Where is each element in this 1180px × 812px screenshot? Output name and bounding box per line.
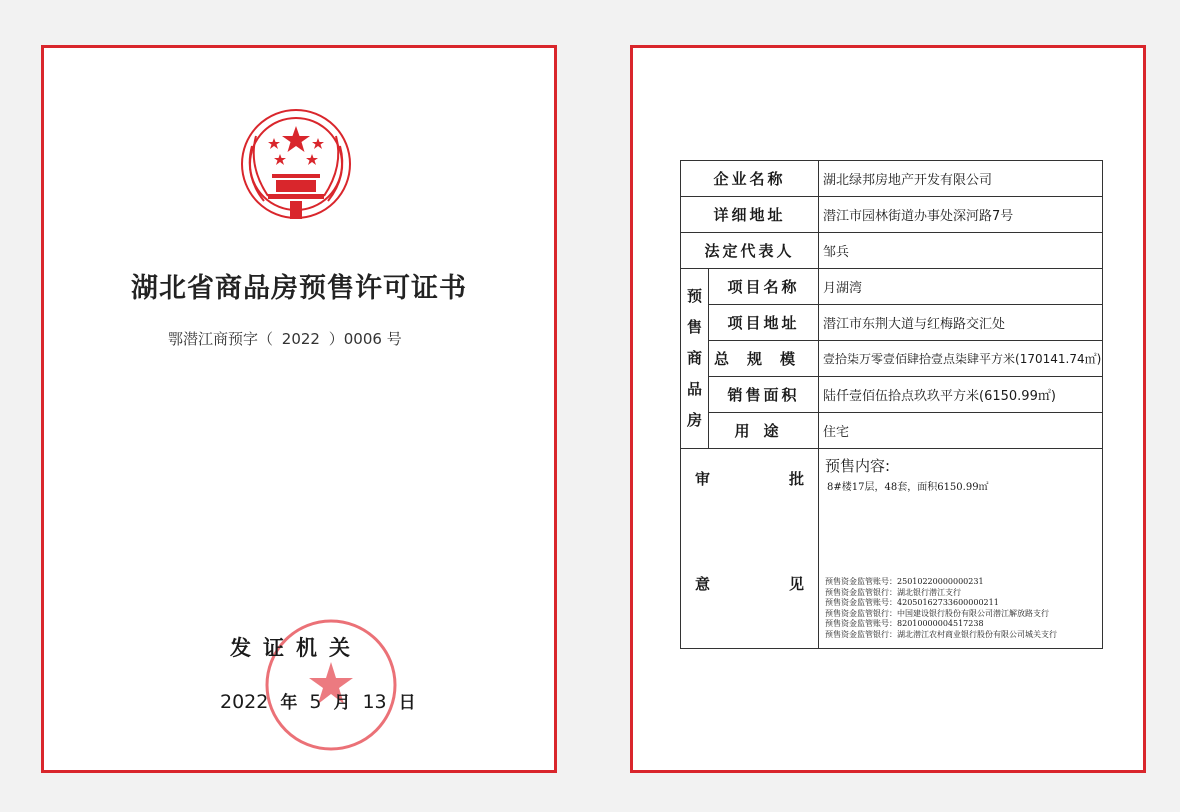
address-value: 潜江市园林街道办事处深河路7号 [819, 197, 1103, 233]
total-scale-value: 壹拾柒万零壹佰肆拾壹点柒肆平方米(170141.74㎡) [819, 341, 1103, 377]
issue-date [214, 688, 422, 713]
list-item: 预售资金监管银行：湖北银行潜江支行 [825, 587, 962, 597]
table-row [681, 305, 1103, 341]
presale-group-char: 品 [686, 380, 702, 398]
project-name-value: 月湖湾 [819, 269, 1103, 305]
info-table [680, 160, 1103, 649]
certificate-cover-page [41, 45, 557, 773]
national-emblem-icon [234, 106, 358, 226]
presale-group-char: 售 [686, 318, 702, 336]
day-unit: 日 [398, 693, 416, 713]
year-unit: 年 [280, 693, 298, 713]
list-item: 预售资金监管账号：42050162733600000211 [825, 598, 999, 607]
total-scale-label: 总规模 [709, 341, 819, 377]
list-item: 预售资金监管银行：中国建设银行股份有限公司潜江解放路支行 [825, 608, 1050, 618]
table-row [681, 233, 1103, 269]
legal-rep-label: 法定代表人 [681, 233, 819, 269]
table-row [681, 161, 1103, 197]
company-value: 湖北绿邦房地产开发有限公司 [819, 161, 1103, 197]
usage-label: 用途 [709, 413, 819, 449]
presale-group-char: 商 [686, 349, 702, 367]
permit-suffix: ）0006 号 [328, 330, 402, 348]
list-item: 预售资金监管账号：25010220000000231 [825, 577, 984, 586]
permit-year: 2022 [281, 330, 320, 348]
project-name-label: 项目名称 [709, 269, 819, 305]
certificate-detail-page [630, 45, 1146, 773]
opinion-char-2: 见 [789, 574, 805, 593]
project-address-value: 潜江市东荆大道与红梅路交汇处 [819, 305, 1103, 341]
page-title: 湖北省商品房预售许可证书 [131, 273, 467, 304]
list-item: 预售资金监管银行：湖北潜江农村商业银行股份有限公司城关支行 [825, 629, 1058, 639]
issue-day: 13 [362, 691, 387, 713]
presale-group-char: 房 [686, 411, 702, 429]
table-row [681, 449, 1103, 649]
address-label: 详细地址 [681, 197, 819, 233]
table-row [681, 269, 1103, 305]
presale-group-char: 预 [686, 287, 702, 305]
approval-char-1: 审 [695, 469, 711, 488]
approval-opinion-label [681, 449, 819, 649]
list-item: 预售资金监管账号：82010000004517238 [825, 619, 984, 628]
company-label: 企业名称 [681, 161, 819, 197]
sales-area-label: 销售面积 [709, 377, 819, 413]
issue-year: 2022 [220, 691, 269, 713]
presale-content: 8#楼17层，48套，面积6150.99㎡ [827, 482, 989, 493]
sales-area-value: 陆仟壹佰伍拾点玖玖平方米(6150.99㎡) [819, 377, 1103, 413]
approval-content [819, 449, 1103, 649]
table-row [681, 197, 1103, 233]
opinion-char-1: 意 [695, 574, 711, 593]
usage-value: 住宅 [819, 413, 1103, 449]
presale-group-label [681, 269, 709, 449]
bank-supervision-list [825, 577, 1057, 640]
legal-rep-value: 邹兵 [819, 233, 1103, 269]
issuer-label: 发证机关 [230, 636, 362, 660]
month-unit: 月 [333, 693, 351, 713]
table-row [681, 341, 1103, 377]
permit-number [168, 328, 402, 349]
project-address-label: 项目地址 [709, 305, 819, 341]
approval-char-2: 批 [789, 469, 805, 488]
permit-prefix: 鄂潜江商预字（ [168, 330, 274, 348]
presale-content-title: 预售内容: [825, 457, 891, 475]
issue-month: 5 [309, 691, 322, 713]
table-row [681, 413, 1103, 449]
table-row [681, 377, 1103, 413]
